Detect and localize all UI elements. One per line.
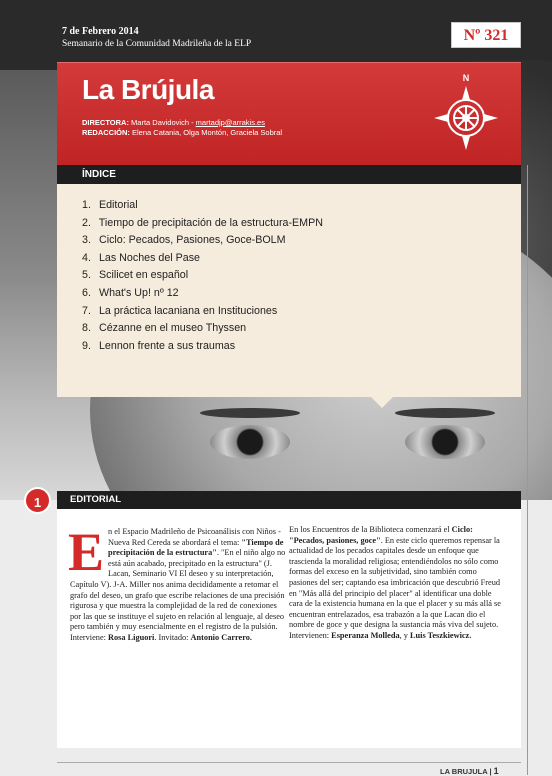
section-heading: EDITORIAL xyxy=(57,491,521,509)
index-item[interactable]: 2. Tiempo de precipitación de la estructura-EMPN xyxy=(82,216,323,229)
editorial-label: REDACCIÓN: xyxy=(82,128,130,137)
index-item[interactable]: 5. Scilicet en español xyxy=(82,269,189,282)
compass-icon xyxy=(420,68,512,160)
index-pointer xyxy=(370,396,394,408)
director-name: Marta Davidovich - xyxy=(131,118,194,127)
index-item[interactable]: 6. What's Up! nº 12 xyxy=(82,286,179,299)
director-label: DIRECTORA: xyxy=(82,118,129,127)
section-number-badge: 1 xyxy=(24,487,51,514)
credits xyxy=(82,118,282,138)
index-item[interactable]: 1. Editorial xyxy=(82,199,138,211)
drop-cap: E xyxy=(68,522,105,582)
index-item[interactable]: 9. Lennon frente a sus traumas xyxy=(82,339,236,352)
page-edge-rule xyxy=(527,165,528,775)
director-email-link[interactable]: martadjp@arrakis.es xyxy=(195,118,265,127)
issue-date: 7 de Febrero 2014 xyxy=(62,26,139,37)
article-column-1: En el Espacio Madrileño de Psicoanálisis con Niños - Nueva Red Cereda se abordará el tema: "Tiempo de precipitación de la estructura". "En el niño algo no está aún acabado, precipitado en la estructura" (J. Lacan, Seminario VI El deseo y su interpretación, Capítulo V). J-A. Miller nos anima decididamente a retomar el grafo del deseo, un grafo que escribe relaciones de una precisión rigurosa y que muestra la complejidad de la red de conexiones por las que se instituye el sujeto en relación al lenguaje, al deseo pero también y muy esencialmente en el registro de la pulsión. Interviene: Rosa Liguori. Invitado: Antonio Carrero. xyxy=(68,522,286,642)
page-footer xyxy=(440,766,499,776)
index-heading: ÍNDICE xyxy=(57,165,521,184)
index-list xyxy=(82,197,323,355)
footer-label: LA BRUJULA | xyxy=(440,767,492,776)
index-item[interactable]: 8. Cézanne en el museo Thyssen xyxy=(82,322,247,335)
editorial-names: Elena Catania, Olga Montón, Graciela Sobral xyxy=(132,128,283,137)
page-number: 1 xyxy=(493,766,499,776)
index-item[interactable]: 4. Las Noches del Pase xyxy=(82,251,200,264)
article-column-2: En los Encuentros de la Biblioteca comenzará el Ciclo: "Pecados, pasiones, goce". En este ciclo queremos repensar la actualidad de los pecados capitales desde un enfoque que trascienda la moralidad religiosa; entendiéndolos no sólo como formas del exceso en la subjetividad, sino también como pasiones del ser; captando esa imbricación que descubrió Freud en "Más allá del principio del placer" al identificar una doble cara de la existencia humana en la que el placer y su más allá se encuentran entrelazados, esa trabazón a la que Lacan dio el nombre de goce y que designa la sustancia más viva del sujeto. Intervienen: Esperanza Molleda, y Luis Teszkiewicz. xyxy=(289,525,501,640)
issue-number: Nº 321 xyxy=(451,22,521,48)
footer-rule xyxy=(57,762,521,763)
masthead-subtitle: Semanario de la Comunidad Madrileña de la ELP xyxy=(62,39,252,49)
publication-title: La Brújula xyxy=(82,74,214,105)
compass-north-label: N xyxy=(462,73,470,83)
index-item[interactable]: 3. Ciclo: Pecados, Pasiones, Goce-BOLM xyxy=(82,234,286,247)
index-item[interactable]: 7. La práctica lacaniana en Instituciones xyxy=(82,304,278,317)
